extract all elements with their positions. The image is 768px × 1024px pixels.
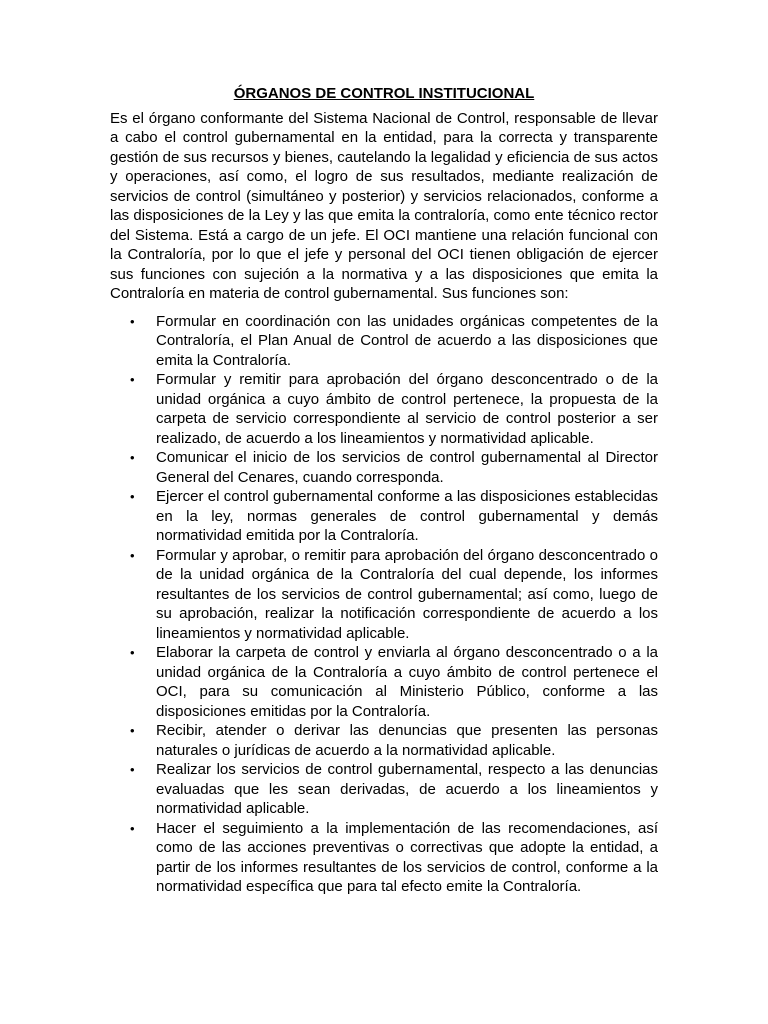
document-title: ÓRGANOS DE CONTROL INSTITUCIONAL: [233, 85, 535, 102]
functions-list: [110, 312, 658, 897]
function-item: [110, 312, 658, 371]
bullet-icon: •: [130, 723, 135, 738]
function-item: [110, 721, 658, 760]
function-item: [110, 370, 658, 448]
function-text: Elaborar la carpeta de control y enviarla al órgano desconcentrado o a la unidad orgánica de la Contraloría a cuyo ámbito de control pertenece el OCI, para su comunicación al Ministerio Público, conforme a las disposiciones emitidas por la Contraloría.: [156, 644, 658, 720]
bullet-icon: •: [130, 762, 135, 777]
function-text: Realizar los servicios de control gubernamental, respecto a las denuncias evaluadas que les sean derivadas, de acuerdo a los lineamientos y normatividad aplicable.: [156, 761, 658, 817]
function-item: [110, 448, 658, 487]
document-page: [110, 84, 658, 897]
function-text: Ejercer el control gubernamental conforme a las disposiciones establecidas en la ley, normas generales de control gubernamental y demás normatividad emitida por la Contraloría.: [156, 488, 658, 544]
function-item: [110, 760, 658, 819]
function-item: [110, 819, 658, 897]
function-text: Comunicar el inicio de los servicios de control gubernamental al Director General del Cenares, cuando corresponda.: [156, 449, 658, 486]
function-text: Formular y aprobar, o remitir para aprobación del órgano desconcentrado o de la unidad orgánica de la Contraloría del cual depende, los informes resultantes de los servicios de control gubernamental; así como, luego de su aprobación, realizar la notificación correspondiente de acuerdo a los lineamientos y normatividad aplicable.: [156, 546, 658, 642]
function-text: Recibir, atender o derivar las denuncias que presenten las personas naturales o jurídicas de acuerdo a la normatividad aplicable.: [156, 722, 658, 759]
function-text: Hacer el seguimiento a la implementación de las recomendaciones, así como de las acciones preventivas o correctivas que adopte la entidad, a partir de los informes resultantes de los servicios de control, conforme a la normatividad específica que para tal efecto emite la Contraloría.: [156, 819, 658, 895]
function-text: Formular en coordinación con las unidades orgánicas competentes de la Contraloría, el Plan Anual de Control de acuerdo a las disposiciones que emita la Contraloría.: [156, 312, 658, 369]
bullet-icon: •: [130, 372, 135, 387]
function-item: [110, 546, 658, 644]
intro-paragraph: Es el órgano conformante del Sistema Nacional de Control, responsable de llevar a cabo el control gubernamental en la entidad, para la correcta y transparente gestión de sus recursos y bienes, cautelando la legalidad y eficiencia de sus actos y operaciones, así como, el logro de sus resultados, mediante realización de servicios de control (simultáneo y posterior) y servicios relacionados, conforme a las disposiciones de la Ley y las que emita la contraloría, como ente técnico rector del Sistema. Está a cargo de un jefe. El OCI mantiene una relación funcional con la Contraloría, por lo que el jefe y personal del OCI tienen obligación de ejercer sus funciones con sujeción a la normativa y a las disposiciones que emita la Contraloría en materia de control gubernamental. Sus funciones son:: [110, 109, 658, 302]
bullet-icon: •: [130, 645, 135, 660]
function-item: [110, 487, 658, 546]
bullet-icon: •: [130, 547, 135, 563]
function-text: Formular y remitir para aprobación del órgano desconcentrado o de la unidad orgánica a cuyo ámbito de control pertenece, la propuesta de la carpeta de servicio correspondiente al servicio de control posterior a ser realizado, de acuerdo a los lineamientos y normatividad aplicable.: [156, 371, 658, 447]
function-item: [110, 643, 658, 721]
bullet-icon: •: [130, 820, 135, 836]
bullet-icon: •: [130, 489, 135, 504]
bullet-icon: •: [130, 450, 135, 465]
bullet-icon: •: [130, 313, 135, 329]
